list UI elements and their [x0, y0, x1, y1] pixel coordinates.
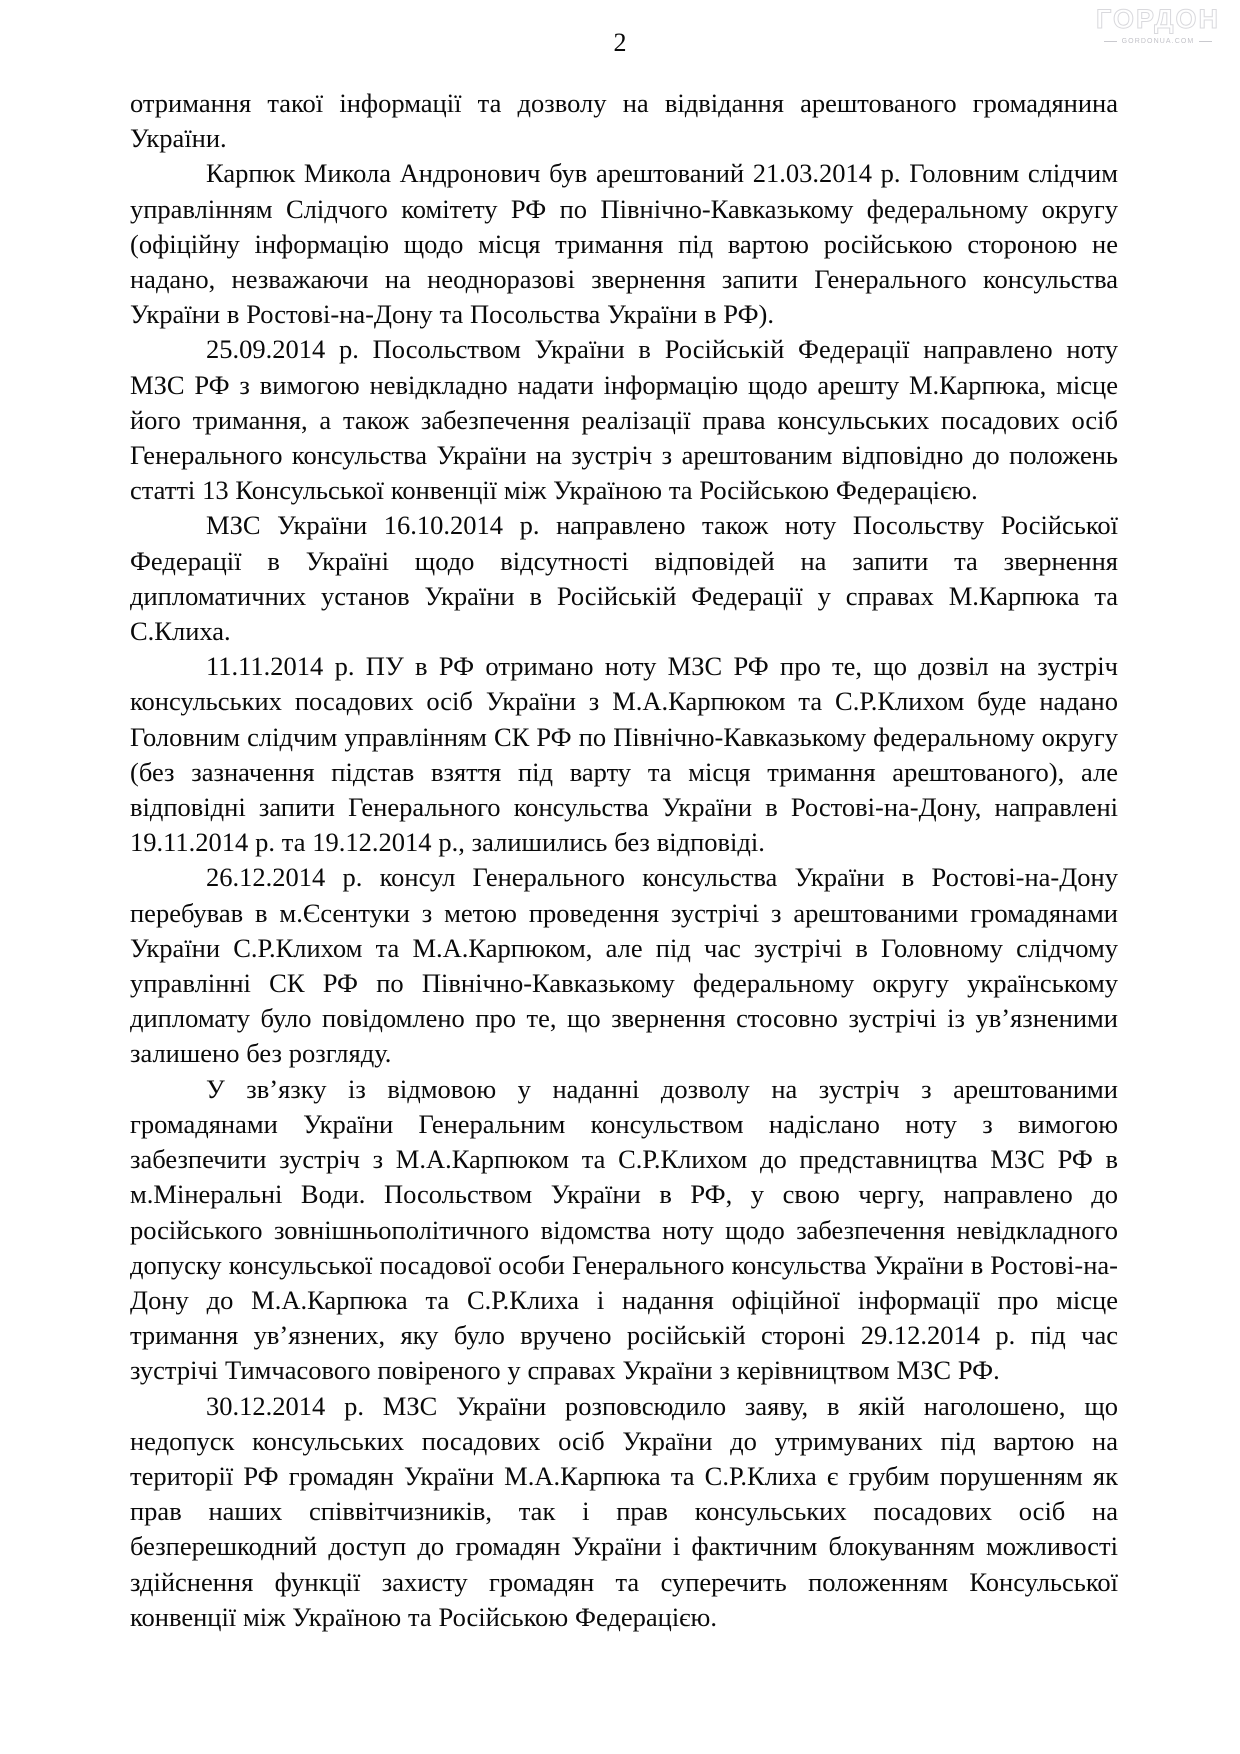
paragraph-note-16-10-2014: МЗС України 16.10.2014 р. направлено також ноту Посольству Російської Федерації в Україні щодо відсутності відповідей на запити та звернення дипломатичних установ України в Російській Федерації у справах М.Карпюка та С.Клиха.: [130, 510, 1118, 647]
paragraph-refusal-response: У зв’язку із відмовою у наданні дозволу на зустріч з арештованими громадянами України Генеральним консульством надіслано ноту з вимогою забезпечити зустріч з М.А.Карпюком та С.Р.Клихом до представництва МЗС РФ в м.Мінеральні Води. Посольством України в РФ, у свою чергу, направлено до російського зовнішньополітичного відомства ноту щодо забезпечення невідкладного допуску консульської посадової особи Генерального консульства України в Ростові-на-Дону до М.А.Карпюка та С.Р.Клиха і надання офіційної інформації про місце тримання ув’язнених, яку було вручено російській стороні 29.12.2014 р. під час зустрічі Тимчасового повіреного у справах України з керівництвом МЗС РФ.: [130, 1073, 1118, 1386]
page-number: 2: [613, 28, 627, 57]
paragraph-statement-30-12-2014: 30.12.2014 р. МЗС України розповсюдило заяву, в якій наголошено, що недопуск консульських посадових осіб України до утримуваних під вартою на території РФ громадян України М.А.Карпюка та С.Р.Клиха є грубим порушенням як прав наших співвітчизників, так і прав консульських посадових осіб на безперешкодний доступ до громадян України і фактичним блокуванням можливості здійснення функції захисту громадян та суперечить положенням Консульської конвенції між Україною та Російською Федерацією.: [130, 1390, 1118, 1632]
document-body: [130, 86, 1118, 1635]
paragraph-note-25-09-2014: 25.09.2014 р. Посольством України в Російській Федерації направлено ноту МЗС РФ з вимогою невідкладно надати інформацію щодо арешту М.Карпюка, місце його тримання, а також забезпечення реалізації права консульських посадових осіб Генерального консульства України на зустріч з арештованим відповідно до положень статті 13 Консульської конвенції між Україною та Російською Федерацією.: [130, 334, 1118, 506]
watermark-brand-text: ГОРДОН: [1096, 4, 1220, 34]
paragraph-karpyuk-arrest: Карпюк Микола Андронович був арештований 21.03.2014 р. Головним слідчим управлінням Слідчого комітету РФ по Північно-Кавказькому федеральному округу (офіційну інформацію щодо місця тримання під вартою російською стороною не надано, незважаючи на неодноразові звернення запити Генерального консульства України в Ростові-на-Дону та Посольства України в РФ).: [130, 158, 1118, 330]
watermark-domain-text: GORDONUA.COM: [1121, 38, 1195, 45]
paragraph-continuation: отримання такої інформації та дозволу на відвідання арештованого громадянина України.: [130, 88, 1118, 154]
paragraph-consul-26-12-2014: 26.12.2014 р. консул Генерального консульства України в Ростові-на-Дону перебував в м.Єсентуки з метою проведення зустрічі з арештованими громадянами України С.Р.Клихом та М.А.Карпюком, але під час зустрічі в Головному слідчому управлінні СК РФ по Північно-Кавказькому федеральному округу українському дипломату було повідомлено про те, що звернення стосовно зустрічі із ув’язненими залишено без розгляду.: [130, 862, 1118, 1069]
paragraph-note-11-11-2014: 11.11.2014 р. ПУ в РФ отримано ноту МЗС РФ про те, що дозвіл на зустріч консульських посадових осіб України з М.А.Карпюком та С.Р.Клихом буде надано Головним слідчим управлінням СК РФ по Північно-Кавказькому федеральному округу (без зазначення підстав взяття під варту та місця тримання арештованого), але відповідні запити Генерального консульства України в Ростові-на-Дону, направлені 19.11.2014 р. та 19.12.2014 р., залишились без відповіді.: [130, 651, 1118, 858]
